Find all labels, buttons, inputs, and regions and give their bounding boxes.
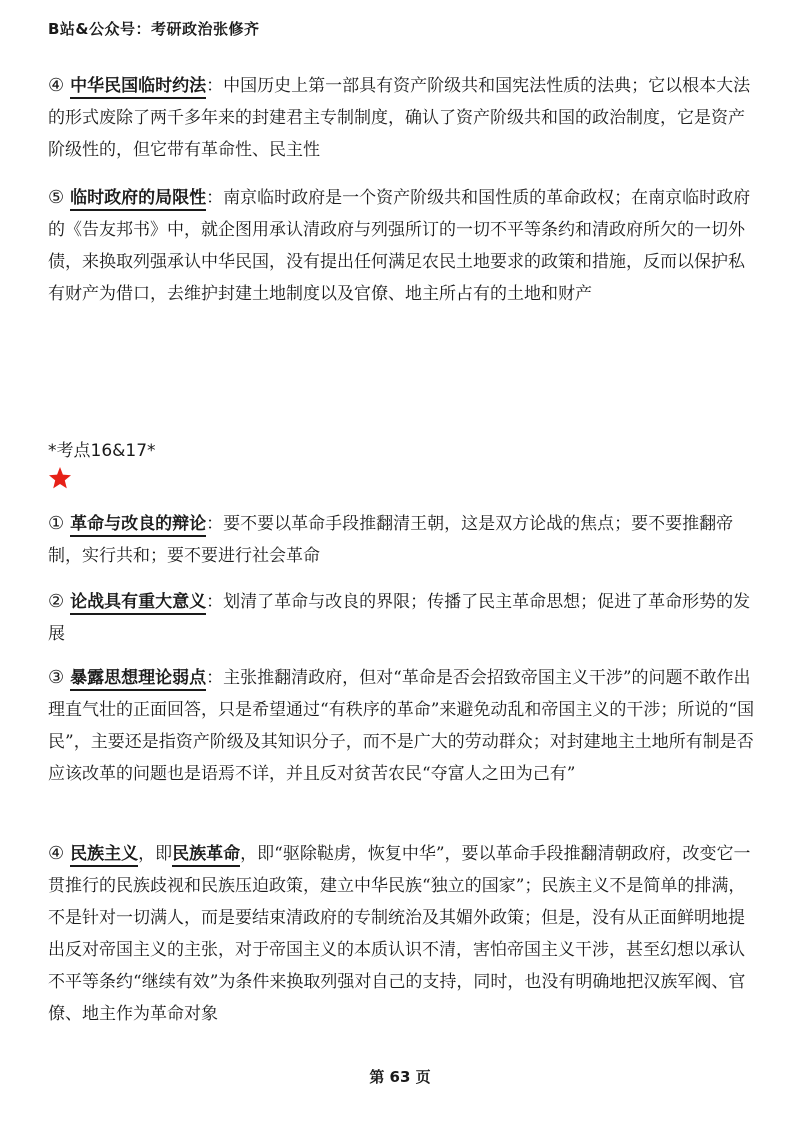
item-term: 暴露思想理论弱点 <box>70 668 206 691</box>
item-revolution-reform-debate <box>48 508 756 572</box>
item-term: 临时政府的局限性 <box>70 188 206 211</box>
item-mid: ，即 <box>138 844 173 864</box>
item-provisional-govt-limits <box>48 182 756 310</box>
item-number: ② <box>48 591 65 612</box>
item-text: 即“驱除鞑虏，恢复中华”，要以革命手段推翻清朝政府，改变它一贯推行的民族歧视和民族压迫政策，建立中华民族“独立的国家”；民族主义不是简单的排满，不是针对一切满人，而是要结束清政府的专制统治及其媚外政策；但是，没有从正面鲜明地提出反对帝国主义的主张，对于帝国主义的本质认识不清，害怕帝国主义干涉，甚至幻想以承认不平等条约“继续有效”为条件来换取列强对自己的支持，同时，也没有明确地把汉族军阀、官僚、地主作为革命对象 <box>48 844 751 1024</box>
item-term: 论战具有重大意义 <box>70 592 206 615</box>
item-number: ① <box>48 513 65 534</box>
item-nationalism <box>48 838 756 1030</box>
item-term: 革命与改良的辩论 <box>70 514 206 537</box>
item-colon: ： <box>206 668 224 688</box>
kaodian-label: *考点16&17* <box>48 441 156 461</box>
item-theory-weakness <box>48 662 756 790</box>
item-colon: ： <box>206 514 224 534</box>
item-colon: ， <box>240 844 258 864</box>
item-text: 南京临时政府是一个资产阶级共和国性质的革命政权；在南京临时政府的《告友邦书》中，就企图用承认清政府与列强所订的一切不平等条约和清政府所欠的一切外债，来换取列强承认中华民国，没有提出任何满足农民土地要求的政策和措施，反而以保护私有财产为借口，去维护封建土地制度以及官僚、地主所占有的土地和财产 <box>48 188 751 304</box>
item-term-secondary: 民族革命 <box>172 844 240 867</box>
item-number: ④ <box>48 843 65 864</box>
item-term: 民族主义 <box>70 844 138 867</box>
item-number: ④ <box>48 75 65 96</box>
item-debate-significance <box>48 586 756 650</box>
item-colon: ： <box>206 188 224 208</box>
item-text: 要不要以革命手段推翻清王朝，这是双方论战的焦点；要不要推翻帝制，实行共和；要不要进行社会革命 <box>48 514 734 566</box>
item-text: 中国历史上第一部具有资产阶级共和国宪法性质的法典；它以根本大法的形式废除了两千多年来的封建君主专制制度，确认了资产阶级共和国的政治制度，它是资产阶级性的，但它带有革命性、民主性 <box>48 76 751 160</box>
page-number: 第 63 页 <box>369 1068 431 1086</box>
item-provisional-constitution <box>48 70 756 166</box>
item-colon: ： <box>206 76 224 96</box>
item-colon: ： <box>206 592 224 612</box>
item-term: 中华民国临时约法 <box>70 76 206 99</box>
page-header: B站&公众号：考研政治张修齐 <box>48 20 260 38</box>
item-number: ③ <box>48 667 65 688</box>
item-text: 划清了革命与改良的界限；传播了民主革命思想；促进了革命形势的发展 <box>48 592 751 644</box>
item-text: 主张推翻清政府，但对“革命是否会招致帝国主义干涉”的问题不敢作出理直气壮的正面回答，只是希望通过“有秩序的革命”来避免动乱和帝国主义的干涉；所说的“国民”，主要还是指资产阶级及其知识分子，而不是广大的劳动群众；对封建地主土地所有制是否应该改革的问题也是语焉不详，并且反对贫苦农民“夺富人之田为己有” <box>48 668 755 784</box>
item-number: ⑤ <box>48 187 65 208</box>
star-icon <box>48 466 72 490</box>
